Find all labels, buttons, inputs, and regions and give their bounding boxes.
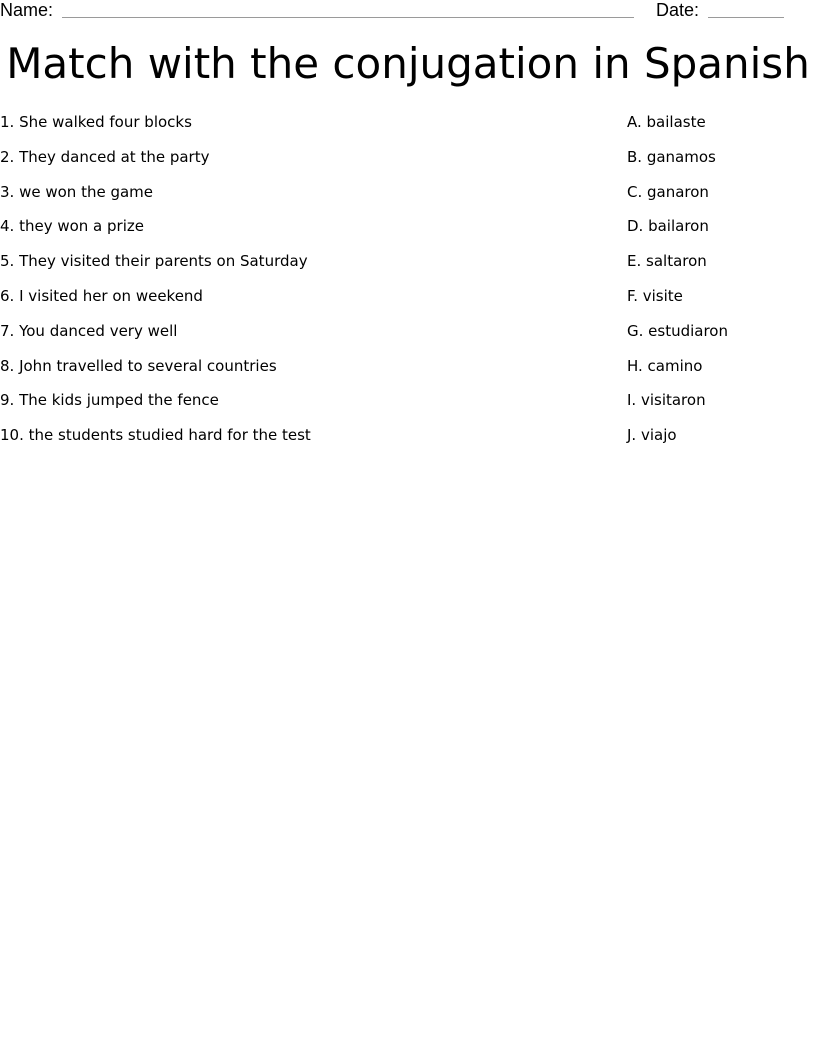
answer-item: J. viajo: [627, 426, 677, 445]
question-item: 7. You danced very well: [0, 321, 178, 340]
answer-item: F. visite: [627, 286, 683, 305]
answer-item: D. bailaron: [627, 217, 709, 236]
question-item: 3. we won the game: [0, 182, 154, 201]
answer-item: A. bailaste: [627, 113, 706, 131]
question-item: 5. They visited their parents on Saturday: [0, 252, 308, 271]
answer-item: B. ganamos: [627, 147, 716, 166]
name-label: Name:: [0, 0, 54, 20]
page-title: Match with the conjugation in Spanish: [6, 39, 810, 88]
worksheet-header: [0, 0, 816, 24]
question-item: 1. She walked four blocks: [0, 113, 192, 131]
question-item: 4. they won a prize: [0, 217, 144, 236]
question-item: 9. The kids jumped the fence: [0, 391, 219, 410]
answer-item: H. camino: [627, 356, 703, 375]
answer-item: C. ganaron: [627, 182, 709, 201]
name-blank-line: [62, 17, 634, 18]
question-item: 10. the students studied hard for the test: [0, 426, 311, 445]
answer-item: I. visitaron: [627, 391, 706, 410]
date-label: Date:: [656, 0, 700, 20]
questions-column: [0, 112, 600, 460]
answers-column: [627, 112, 816, 460]
answer-item: G. estudiaron: [627, 321, 728, 340]
question-item: 8. John travelled to several countries: [0, 356, 277, 375]
question-item: 2. They danced at the party: [0, 147, 210, 166]
question-item: 6. I visited her on weekend: [0, 286, 203, 305]
date-blank-line: [708, 17, 784, 18]
answer-item: E. saltaron: [627, 252, 707, 271]
